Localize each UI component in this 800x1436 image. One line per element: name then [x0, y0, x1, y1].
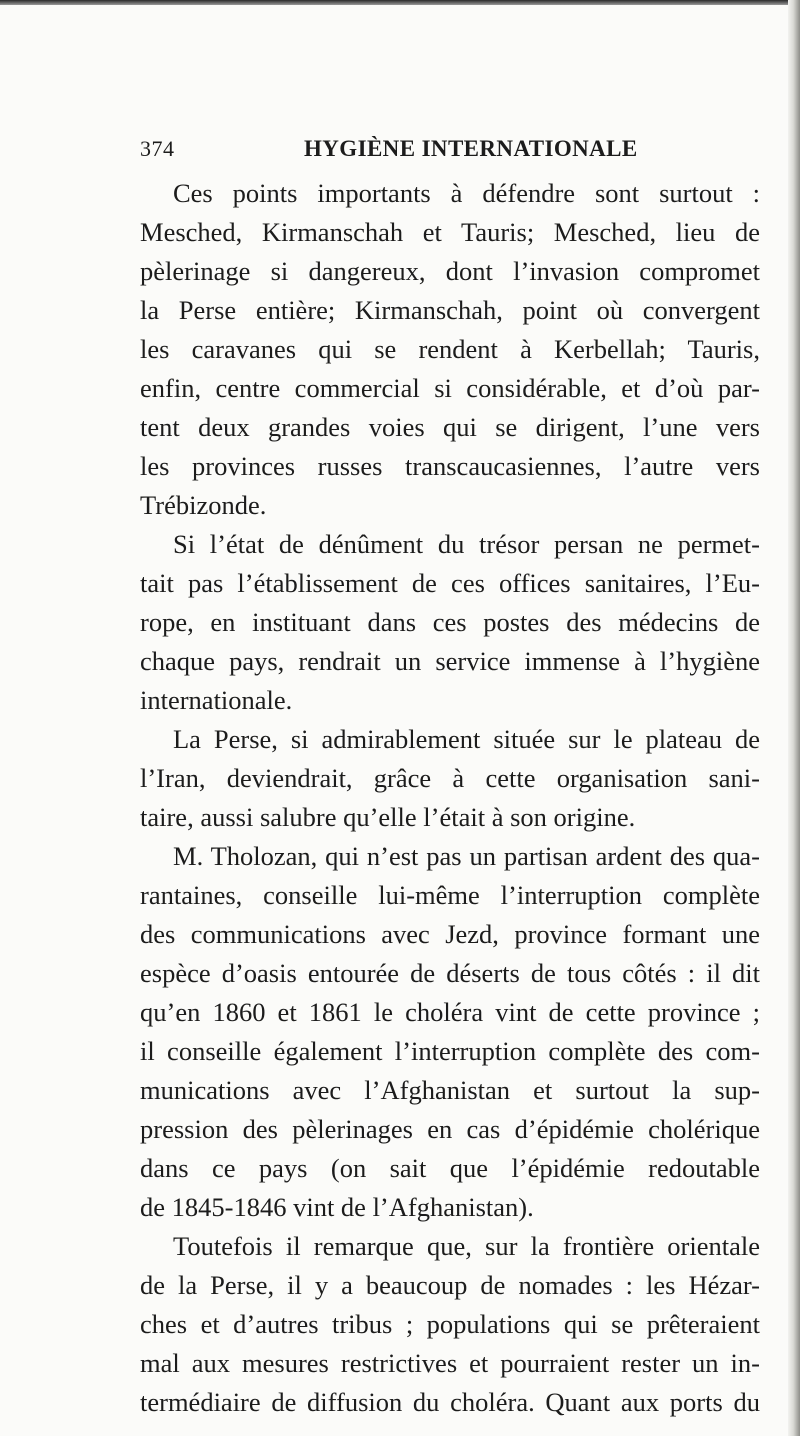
text-line: les caravanes qui se rendent à Kerbellah; Tauris,	[140, 334, 760, 364]
text-line: espèce d’oasis entourée de déserts de tous côtés : il dit	[140, 958, 760, 988]
text-line: La Perse, si admirablement située sur le plateau de	[173, 724, 760, 754]
page-binding-edge	[788, 0, 800, 1436]
page-number: 374	[140, 136, 175, 161]
text-line: l’Iran, deviendrait, grâce à cette organisation sani-	[140, 763, 760, 793]
text-line: chaque pays, rendrait un service immense à l’hygiène	[140, 646, 760, 676]
text-line: enfin, centre commercial si considérable, et d’où par-	[140, 373, 760, 403]
page-header	[140, 136, 760, 168]
text-line: Mesched, Kirmanschah et Tauris; Mesched, lieu de	[140, 217, 760, 247]
text-line: la Perse entière; Kirmanschah, point où convergent	[140, 295, 760, 325]
text-line: pression des pèlerinages en cas d’épidémie cholérique	[140, 1114, 760, 1144]
text-line: Si l’état de dénûment du trésor persan ne permet-	[173, 529, 760, 559]
text-line: mal aux mesures restrictives et pourraient rester un in-	[140, 1348, 760, 1378]
text-line: Toutefois il remarque que, sur la frontière orientale	[173, 1231, 760, 1261]
page-top-edge	[0, 0, 800, 5]
text-line: M. Tholozan, qui n’est pas un partisan ardent des qua-	[173, 841, 760, 871]
text-line: termédiaire de diffusion du choléra. Quant aux ports du	[140, 1387, 760, 1417]
text-line: les provinces russes transcaucasiennes, l’autre vers	[140, 451, 760, 481]
text-line: tent deux grandes voies qui se dirigent, l’une vers	[140, 412, 760, 442]
body-text	[140, 174, 760, 1422]
text-line: Ces points importants à défendre sont surtout :	[173, 178, 760, 208]
text-line: il conseille également l’interruption complète des com-	[140, 1036, 760, 1066]
text-line: de 1845-1846 vint de l’Afghanistan).	[140, 1192, 534, 1222]
text-line: rope, en instituant dans ces postes des médecins de	[140, 607, 760, 637]
text-line: rantaines, conseille lui-même l’interruption complète	[140, 880, 760, 910]
text-line: dans ce pays (on sait que l’épidémie redoutable	[140, 1153, 760, 1183]
text-line: taire, aussi salubre qu’elle l’était à son origine.	[140, 802, 636, 832]
text-line: Trébizonde.	[140, 490, 267, 520]
text-line: internationale.	[140, 685, 293, 715]
text-line: pèlerinage si dangereux, dont l’invasion compromet	[140, 256, 760, 286]
text-line: de la Perse, il y a beaucoup de nomades : les Hézar-	[140, 1270, 760, 1300]
text-line: des communications avec Jezd, province formant une	[140, 919, 760, 949]
running-title: HYGIÈNE INTERNATIONALE	[304, 136, 638, 161]
text-line: tait pas l’établissement de ces offices sanitaires, l’Eu-	[140, 568, 760, 598]
text-line: qu’en 1860 et 1861 le choléra vint de cette province ;	[140, 997, 760, 1027]
text-line: ches et d’autres tribus ; populations qui se prêteraient	[140, 1309, 760, 1339]
text-line: munications avec l’Afghanistan et surtout la sup-	[140, 1075, 760, 1105]
